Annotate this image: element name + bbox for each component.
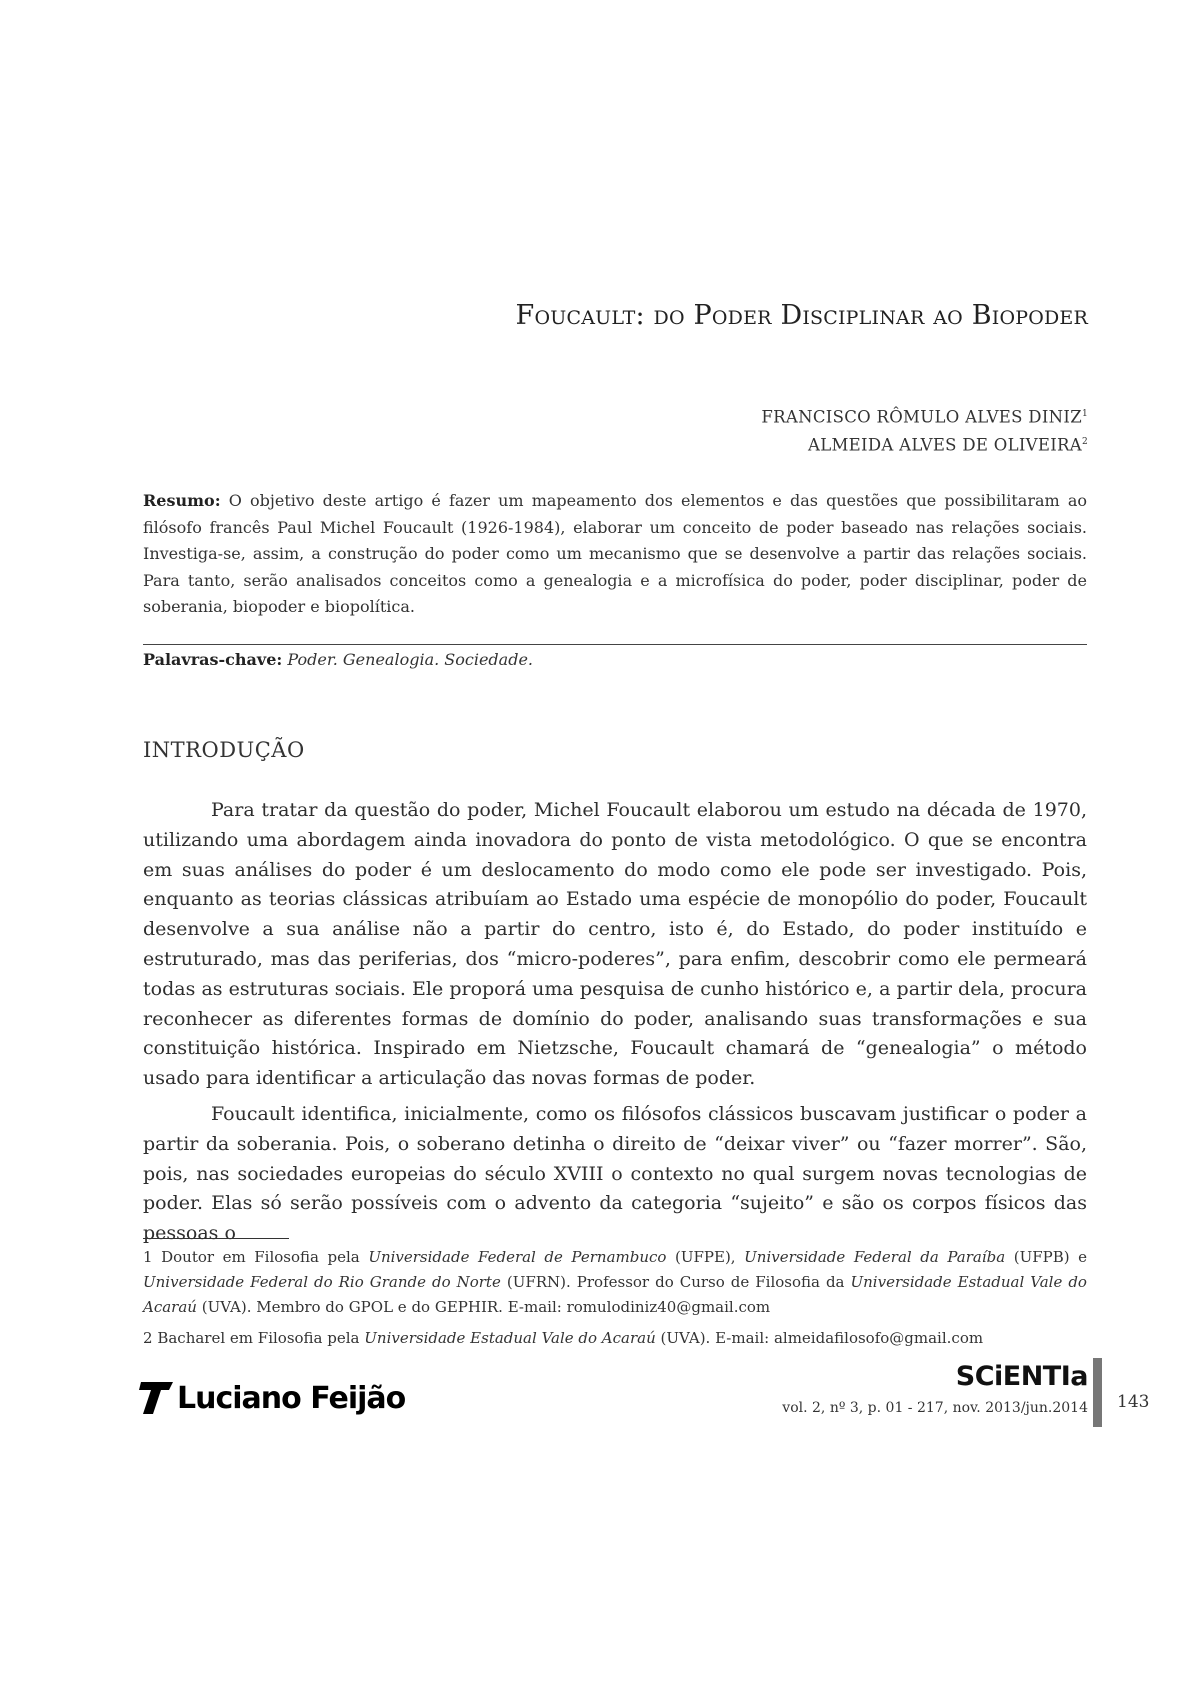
footnote-1-text: (UFPE), (675, 1248, 736, 1266)
author-2 (761, 430, 1088, 458)
section-heading: INTRODUÇÃO (143, 738, 305, 762)
paragraph-1: Para tratar da questão do poder, Michel Foucault elaborou um estudo na década de 1970, utilizando uma abordagem ainda inovadora do ponto de vista metodológico. O que se encontra em suas análises do poder é um deslocamento do modo como ele pode ser investigado. Pois, enquanto as teorias clássicas atribuíam ao Estado uma espécie de monopólio do poder, Foucault desenvolve a sua análise não a partir do centro, isto é, do Estado, do poder instituído e estruturado, mas das periferias, dos “micro-poderes”, para enfim, descobrir como ele permeará todas as estruturas sociais. Ele proporá uma pesquisa de cunho histórico e, a partir dela, procura reconhecer as diferentes formas de domínio do poder, analisando suas transformações e sua constituição histórica. Inspirado em Nietzsche, Foucault chamará de “genealogia” o método usado para identificar a articulação das novas formas de poder. (143, 799, 1087, 1090)
volume-info: vol. 2, nº 3, p. 01 - 217, nov. 2013/jun.2014 (782, 1400, 1088, 1416)
abstract (143, 488, 1087, 621)
abstract-text: O objetivo deste artigo é fazer um mapeamento dos elementos e das questões que possibilitaram ao filósofo francês Paul Michel Foucault (1926-1984), elaborar um conceito de poder baseado nas relações sociais. Investiga-se, assim, a construção do poder como um mecanismo que se desenvolve a partir das relações sociais. Para tanto, serão analisados conceitos como a genealogia e a microfísica do poder, poder disciplinar, poder de soberania, biopoder e biopolítica. (143, 491, 1088, 616)
footnote-1-institution: Universidade Estadual Vale do Acaraú (143, 1273, 1087, 1316)
footnote-divider (143, 1238, 289, 1239)
journal-info (782, 1362, 1088, 1416)
author-list (761, 402, 1088, 457)
footnote-2-text: (UVA). E-mail: almeidafilosofo@gmail.com (660, 1329, 984, 1347)
footnote-2-text: Bacharel em Filosofia pela (157, 1329, 360, 1347)
author-1-footnote-mark: 1 (1081, 409, 1088, 419)
footnote-1-text: (UVA). Membro do GPOL e do GEPHIR. E-mail: romulodiniz40@gmail.com (201, 1298, 771, 1316)
author-2-name: ALMEIDA ALVES DE OLIVEIRA (807, 435, 1082, 454)
footnote-1-number: 1 (143, 1248, 153, 1266)
abstract-label: Resumo: (143, 491, 221, 510)
publisher-logo-icon (139, 1382, 173, 1414)
keywords-label: Palavras-chave: (143, 650, 283, 669)
keywords (143, 650, 533, 669)
publisher-logo (139, 1382, 405, 1414)
footnote-2 (143, 1326, 1087, 1351)
footnote-1-institution: Universidade Federal de Pernambuco (368, 1248, 667, 1266)
journal-name: SCiENTIa (955, 1361, 1088, 1392)
footnote-1-text: Doutor em Filosofia pela (161, 1248, 360, 1266)
body-text (143, 796, 1087, 1255)
footnote-1-institution: Universidade Federal do Rio Grande do Norte (143, 1273, 501, 1291)
page-number: 143 (1117, 1392, 1150, 1412)
abstract-divider (143, 644, 1087, 645)
keywords-text: Poder. Genealogia. Sociedade. (287, 650, 533, 669)
footnote-2-number: 2 (143, 1329, 153, 1347)
author-1-name: FRANCISCO RÔMULO ALVES DINIZ (761, 407, 1082, 427)
journal-bar-divider (1093, 1358, 1102, 1427)
author-1 (761, 402, 1088, 430)
footnote-1 (143, 1245, 1087, 1320)
paragraph-2: Foucault identifica, inicialmente, como os filósofos clássicos buscavam justificar o poder a partir da soberania. Pois, o soberano detinha o direito de “deixar viver” ou “fazer morrer”. São, pois, nas sociedades europeias do século XVIII o contexto no qual surgem novas tecnologias de poder. Elas só serão possíveis com o advento da categoria “sujeito” e são os corpos físicos das pessoas o (143, 1102, 1087, 1245)
footnote-1-text: (UFPB) e (1013, 1248, 1088, 1266)
publisher-logo-text: Luciano Feijão (177, 1381, 406, 1416)
footnote-1-text: (UFRN). Professor do Curso de Filosofia da (506, 1273, 845, 1291)
author-2-footnote-mark: 2 (1081, 436, 1088, 447)
footnotes (143, 1245, 1087, 1357)
footnote-1-institution: Universidade Federal da Paraíba (744, 1248, 1006, 1266)
article-title: Foucault: do Poder Disciplinar ao Biopoder (515, 300, 1088, 331)
footnote-2-institution: Universidade Estadual Vale do Acaraú (364, 1329, 656, 1347)
